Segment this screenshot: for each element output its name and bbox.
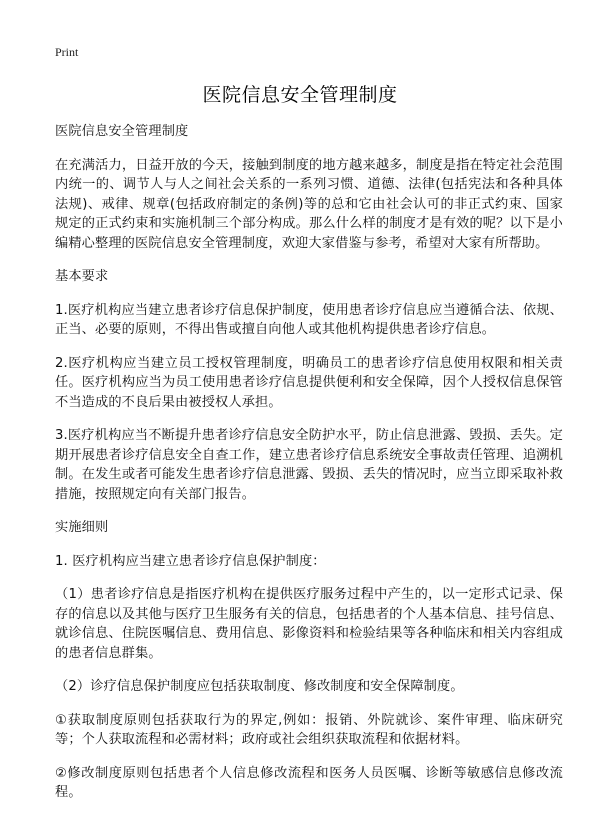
rule-item: 1. 医疗机构应当建立患者诊疗信息保护制度： (55, 553, 326, 569)
print-label: Print (55, 45, 79, 59)
rule-item: （1）患者诊疗信息是指医疗机构在提供医疗服务过程中产生的，以一定形式记录、保存的信息以及其他与医疗卫生服务有关的信息，包括患者的个人基本信息、挂号信息、就诊信息、住院医嘱信息、费用信息、影像资料和检验结果等各种临床和相关内容组成的患者信息群集。 (55, 587, 563, 661)
rule-item: ①获取制度原则包括获取行为的界定,例如：报销、外院就诊、案件审理、临床研究等；个人获取流程和必需材料；政府或社会组织获取流程和依据材料。 (55, 712, 563, 747)
rule-item: （2）诊疗信息保护制度应包括获取制度、修改制度和安全保障制度。 (55, 679, 464, 694)
section-heading-implementation-rules: 实施细则 (55, 520, 109, 535)
document-title: 医院信息安全管理制度 (202, 84, 398, 106)
rule-item: ②修改制度原则包括患者个人信息修改流程和医务人员医嘱、诊断等敏感信息修改流程。 (55, 765, 563, 800)
requirement-item: 2.医疗机构应当建立员工授权管理制度，明确员工的患者诊疗信息使用权限和相关责任。医疗机构应当为员工使用患者诊疗信息提供便利和安全保障，因个人授权信息保管不当造成的不良后果由被授权人承担。 (55, 355, 563, 410)
intro-paragraph: 在充满活力，日益开放的今天，接触到制度的地方越来越多，制度是指在特定社会范围内统一的、调节人与人之间社会关系的一系列习惯、道德、法律(包括宪法和各种具体法规)、戒律、规章(包括政府制定的条例)等的总和它由社会认可的非正式约束、国家规定的正式约束和实施机制三个部分构成。那么什么样的制度才是有效的呢？以下是小编精心整理的医院信息安全管理制度，欢迎大家借鉴与参考，希望对大家有所帮助。 (55, 157, 563, 251)
requirement-item: 1.医疗机构应当建立患者诊疗信息保护制度，使用患者诊疗信息应当遵循合法、依规、正当、必要的原则，不得出售或擅自向他人或其他机构提供患者诊疗信息。 (55, 302, 563, 337)
requirement-item: 3.医疗机构应当不断提升患者诊疗信息安全防护水平，防止信息泄露、毁损、丢失。定期开展患者诊疗信息安全自查工作，建立患者诊疗信息系统安全事故责任管理、追溯机制。在发生或者可能发生患者诊疗信息泄露、毁损、丢失的情况时，应当立即采取补救措施，按照规定向有关部门报告。 (55, 428, 563, 502)
document-subtitle: 医院信息安全管理制度 (55, 124, 189, 139)
section-heading-basic-requirements: 基本要求 (55, 269, 109, 284)
document-body (55, 122, 563, 817)
